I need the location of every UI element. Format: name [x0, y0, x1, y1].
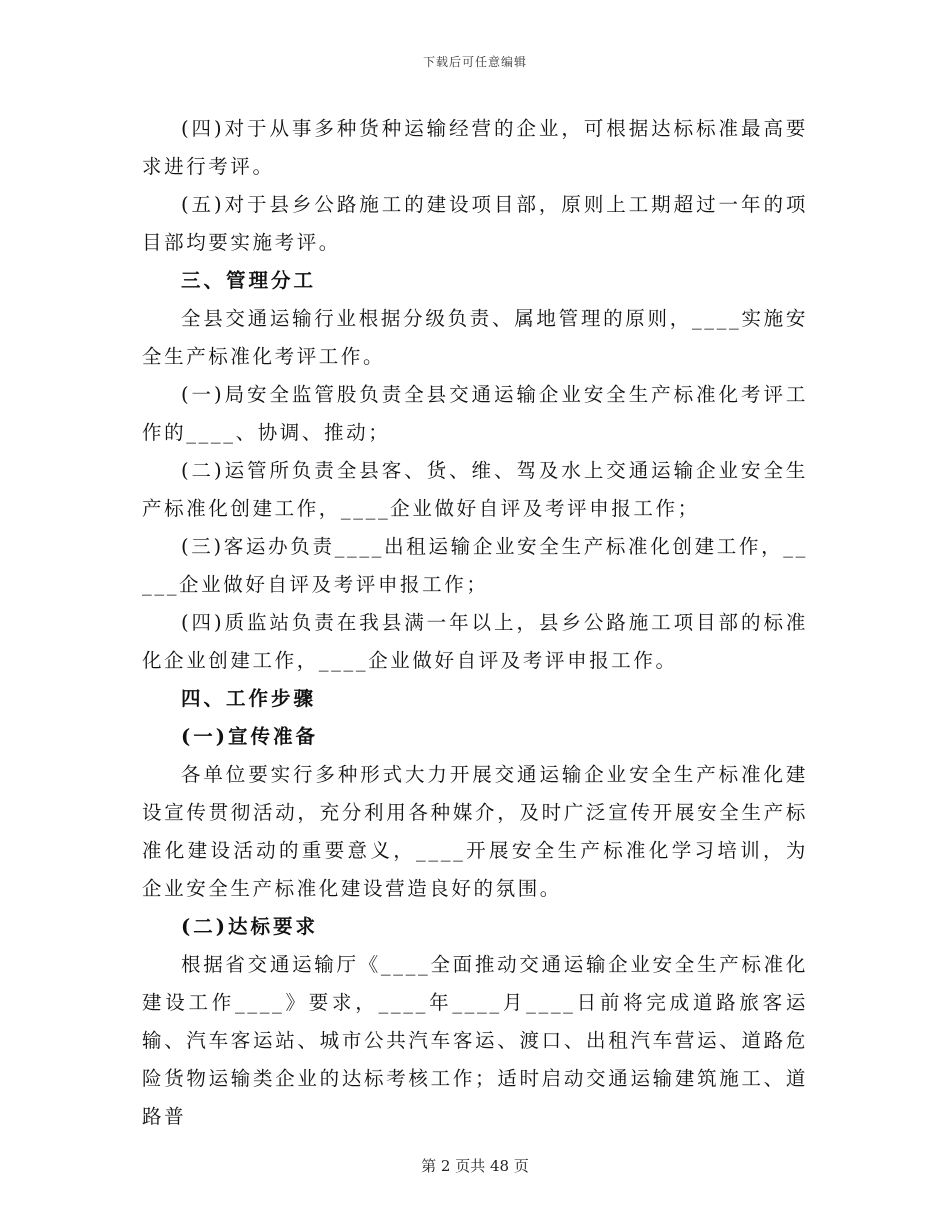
paragraph: (三)客运办负责____出租运输企业安全生产标准化创建工作，_____企业做好自评及考评申报工作；	[142, 535, 808, 596]
paragraph: (四)质监站负责在我县满一年以上，县乡公路施工项目部的标准化企业创建工作，____企业做好自评及考评申报工作。	[142, 611, 808, 672]
document-body	[142, 110, 808, 1136]
section-heading: 三、管理分工	[181, 269, 317, 292]
paragraph: 各单位要实行多种形式大力开展交通运输企业安全生产标准化建设宣传贯彻活动，充分利用各种媒介，及时广泛宣传开展安全生产标准化建设活动的重要意义，____开展安全生产标准化学习培训，为企业安全生产标准化建设营造良好的氛围。	[142, 763, 808, 900]
paragraph: (五)对于县乡公路施工的建设项目部，原则上工期超过一年的项目部均要实施考评。	[142, 193, 808, 254]
paragraph: (一)局安全监管股负责全县交通运输企业安全生产标准化考评工作的____、协调、推动；	[142, 383, 808, 444]
subsection-heading: (一)宣传准备	[181, 725, 318, 748]
page-footer: 第 2 页共 48 页	[421, 1157, 529, 1175]
paragraph: 根据省交通运输厅《____全面推动交通运输企业安全生产标准化建设工作____》要求，____年____月____日前将完成道路旅客运输、汽车客运站、城市公共汽车客运、渡口、出租汽车营运、道路危险货物运输类企业的达标考核工作；适时启动交通运输建筑施工、道路普	[142, 953, 808, 1128]
section-heading: 四、工作步骤	[181, 687, 317, 710]
subsection-heading: (二)达标要求	[181, 915, 318, 938]
paragraph: (四)对于从事多种货种运输经营的企业，可根据达标标准最高要求进行考评。	[142, 117, 808, 178]
paragraph: 全县交通运输行业根据分级负责、属地管理的原则，____实施安全生产标准化考评工作。	[142, 307, 808, 368]
page-header: 下载后可任意编辑	[422, 55, 527, 69]
paragraph: (二)运管所负责全县客、货、维、驾及水上交通运输企业安全生产标准化创建工作，____企业做好自评及考评申报工作；	[142, 459, 808, 520]
